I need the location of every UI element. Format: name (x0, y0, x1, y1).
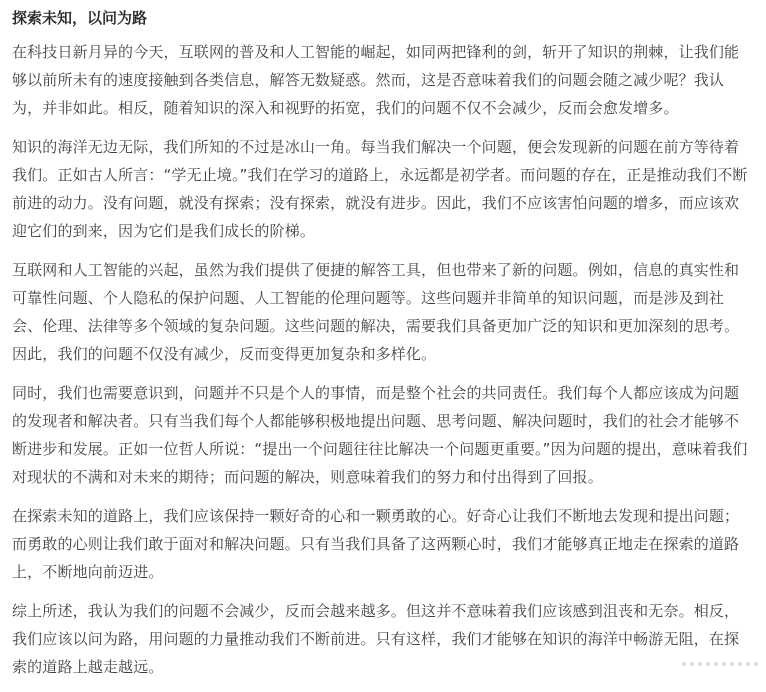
dot-icon (690, 662, 694, 666)
essay-document (12, 6, 754, 692)
dot-icon (698, 662, 702, 666)
dot-icon (730, 662, 734, 666)
essay-paragraph-1: 在科技日新月异的今天，互联网的普及和人工智能的崛起，如同两把锋利的剑，斩开了知识的荆棘，让我们能够以前所未有的速度接触到各类信息，解答无数疑惑。然而，这是否意味着我们的问题会随之减少呢？我认为，并非如此。相反，随着知识的深入和视野的拓宽，我们的问题不仅不会减少，反而会愈发增多。 (12, 43, 740, 117)
essay-paragraph-6: 综上所述，我认为我们的问题不会减少，反而会越来越多。但这并不意味着我们应该感到沮丧和无奈。相反，我们应该以问为路，用问题的力量推动我们不断前进。只有这样，我们才能够在知识的海洋中畅游无阻，在探索的道路上越走越远。 (12, 602, 740, 676)
essay-paragraph-3: 互联网和人工智能的兴起，虽然为我们提供了便捷的解答工具，但也带来了新的问题。例如，信息的真实性和可靠性问题、个人隐私的保护问题、人工智能的伦理问题等。这些问题并非简单的知识问题，而是涉及到社会、伦理、法律等多个领域的复杂问题。这些问题的解决，需要我们具备更加广泛的知识和更加深刻的思考。因此，我们的问题不仅没有减少，反而变得更加复杂和多样化。 (12, 261, 740, 363)
dot-icon (754, 662, 758, 666)
essay-paragraph-2: 知识的海洋无边无际，我们所知的不过是冰山一角。每当我们解决一个问题，便会发现新的问题在前方等待着我们。正如古人所言：“学无止境。”我们在学习的道路上，永远都是初学者。而问题的存在，正是推动我们不断前进的动力。没有问题，就没有探索；没有探索，就没有进步。因此，我们不应该害怕问题的增多，而应该欢迎它们的到来，因为它们是我们成长的阶梯。 (12, 138, 748, 240)
dot-icon (738, 662, 742, 666)
decorative-dots (666, 662, 758, 666)
dot-icon (746, 662, 750, 666)
dot-icon (706, 662, 710, 666)
dot-icon (714, 662, 718, 666)
essay-title: 探索未知，以问为路 (12, 9, 148, 27)
essay-paragraph-4: 同时，我们也需要意识到，问题并不只是个人的事情，而是整个社会的共同责任。我们每个人都应该成为问题的发现者和解决者。只有当我们每个人都能够积极地提出问题、思考问题、解决问题时，我们的社会才能够不断进步和发展。正如一位哲人所说：“提出一个问题往往比解决一个问题更重要。”因为问题的提出，意味着我们对现状的不满和对未来的期待；而问题的解决，则意味着我们的努力和付出得到了回报。 (12, 384, 748, 486)
dot-icon (682, 662, 686, 666)
dot-icon (722, 662, 726, 666)
essay-paragraph-5: 在探索未知的道路上，我们应该保持一颗好奇的心和一颗勇敢的心。好奇心让我们不断地去发现和提出问题；而勇敢的心则让我们敢于面对和解决问题。只有当我们具备了这两颗心时，我们才能够真正地走在探索的道路上，不断地向前迈进。 (12, 507, 740, 581)
